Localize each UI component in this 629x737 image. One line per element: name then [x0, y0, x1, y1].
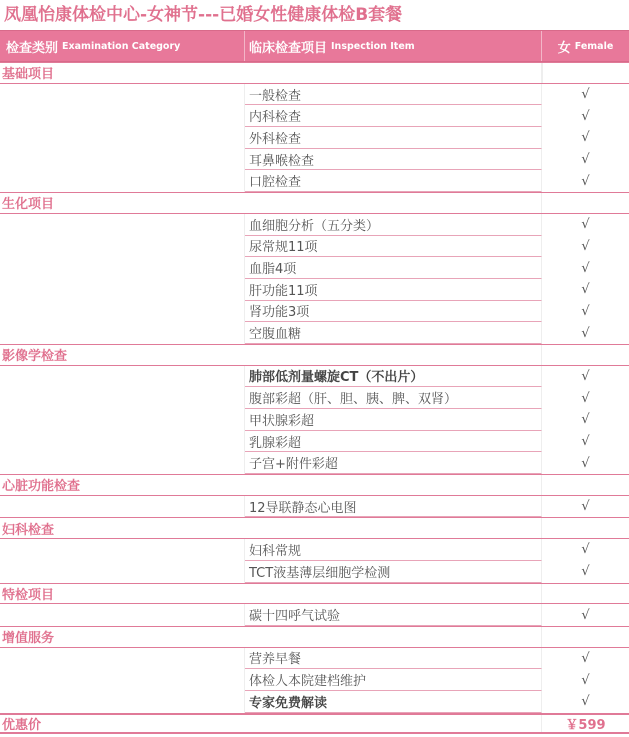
category-female-cell	[542, 584, 629, 604]
table-row	[0, 387, 629, 409]
header-female-en: Female	[574, 40, 614, 52]
inspection-item-name: 内科检查	[245, 105, 542, 127]
header-female-zh: 女	[557, 40, 571, 56]
category-female-cell	[542, 63, 629, 83]
category-row	[0, 62, 629, 84]
female-check-mark: √	[581, 694, 590, 710]
inspection-item-name: 肾功能3项	[245, 301, 542, 323]
table-row	[0, 366, 629, 388]
empty-category-cell	[0, 322, 245, 344]
female-check-mark: √	[581, 260, 590, 276]
inspection-item-name: TCT液基薄层细胞学检测	[245, 561, 542, 583]
table-row	[0, 669, 629, 691]
header-category-zh: 检查类别	[6, 40, 59, 56]
category-female-cell	[542, 627, 629, 647]
category-item-cell	[245, 345, 542, 365]
price-row	[0, 713, 629, 735]
female-check-mark: √	[581, 87, 590, 103]
empty-category-cell	[0, 301, 245, 323]
category-female-cell	[542, 475, 629, 495]
empty-category-cell	[0, 409, 245, 431]
price-label: 优惠价	[2, 717, 42, 733]
category-female-cell	[542, 518, 629, 538]
inspection-item-name: 口腔检查	[245, 170, 542, 192]
category-row	[0, 626, 629, 648]
inspection-item-name: 专家免费解读	[245, 691, 542, 713]
inspection-item-name: 碳十四呼气试验	[245, 604, 542, 626]
empty-category-cell	[0, 257, 245, 279]
table-row	[0, 409, 629, 431]
table-row	[0, 149, 629, 171]
category-row	[0, 474, 629, 496]
empty-category-cell	[0, 431, 245, 453]
table-row	[0, 279, 629, 301]
header-item-en: Inspection Item	[331, 40, 415, 52]
inspection-item-name: 肝功能11项	[245, 279, 542, 301]
female-check-mark: √	[581, 607, 590, 623]
empty-category-cell	[0, 539, 245, 561]
table-row	[0, 452, 629, 474]
category-item-cell	[245, 627, 542, 647]
inspection-item-name: 12导联静态心电图	[245, 496, 542, 518]
inspection-item-name: 外科检查	[245, 127, 542, 149]
category-label: 增值服务	[2, 631, 55, 647]
empty-category-cell	[0, 561, 245, 583]
female-check-mark: √	[581, 152, 590, 168]
female-check-mark: √	[581, 499, 590, 515]
price-value: ￥599	[565, 717, 606, 733]
category-row	[0, 583, 629, 605]
inspection-item-name: 肺部低剂量螺旋CT（不出片）	[245, 366, 542, 388]
category-label: 妇科检查	[2, 522, 55, 538]
category-row	[0, 517, 629, 539]
female-check-mark: √	[581, 368, 590, 384]
table-row	[0, 648, 629, 670]
female-check-mark: √	[581, 325, 590, 341]
inspection-item-name: 尿常规11项	[245, 236, 542, 258]
category-female-cell	[542, 193, 629, 213]
inspection-item-name: 体检人本院建档维护	[245, 669, 542, 691]
category-label: 心脏功能检查	[2, 479, 81, 495]
inspection-item-name: 血细胞分析（五分类）	[245, 214, 542, 236]
inspection-item-name: 营养早餐	[245, 648, 542, 670]
category-row	[0, 344, 629, 366]
category-female-cell	[542, 345, 629, 365]
category-label: 影像学检查	[2, 349, 68, 365]
empty-category-cell	[0, 84, 245, 106]
category-item-cell	[245, 63, 542, 83]
empty-category-cell	[0, 669, 245, 691]
female-check-mark: √	[581, 650, 590, 666]
empty-category-cell	[0, 604, 245, 626]
table-row	[0, 431, 629, 453]
table-row	[0, 170, 629, 192]
empty-category-cell	[0, 127, 245, 149]
female-check-mark: √	[581, 217, 590, 233]
empty-category-cell	[0, 170, 245, 192]
empty-category-cell	[0, 691, 245, 713]
table-row	[0, 105, 629, 127]
empty-category-cell	[0, 452, 245, 474]
category-label: 基础项目	[2, 67, 55, 83]
table-row	[0, 604, 629, 626]
inspection-item-name: 妇科常规	[245, 539, 542, 561]
inspection-item-name: 乳腺彩超	[245, 431, 542, 453]
female-check-mark: √	[581, 108, 590, 124]
page-title: 凤凰怡康体检中心-女神节---已婚女性健康体检B套餐	[4, 5, 403, 25]
empty-category-cell	[0, 496, 245, 518]
inspection-item-name: 一般检查	[245, 84, 542, 106]
price-item-cell	[245, 715, 542, 733]
category-row	[0, 192, 629, 214]
table-row	[0, 322, 629, 344]
category-label: 生化项目	[2, 197, 55, 213]
table-row	[0, 236, 629, 258]
empty-category-cell	[0, 214, 245, 236]
category-item-cell	[245, 193, 542, 213]
inspection-item-name: 血脂4项	[245, 257, 542, 279]
female-check-mark: √	[581, 434, 590, 450]
female-check-mark: √	[581, 672, 590, 688]
table-row	[0, 257, 629, 279]
inspection-item-name: 甲状腺彩超	[245, 409, 542, 431]
header-item-zh: 临床检查项目	[249, 40, 328, 56]
female-check-mark: √	[581, 542, 590, 558]
empty-category-cell	[0, 279, 245, 301]
category-label: 特检项目	[2, 587, 55, 603]
empty-category-cell	[0, 105, 245, 127]
table-row	[0, 691, 629, 713]
inspection-item-name: 腹部彩超（肝、胆、胰、脾、双肾）	[245, 387, 542, 409]
inspection-item-name: 耳鼻喉检查	[245, 149, 542, 171]
table-header	[0, 30, 629, 62]
header-item	[245, 31, 542, 61]
table-row	[0, 214, 629, 236]
table-row	[0, 561, 629, 583]
empty-category-cell	[0, 648, 245, 670]
female-check-mark: √	[581, 390, 590, 406]
table-body	[0, 62, 629, 734]
table-row	[0, 539, 629, 561]
category-item-cell	[245, 475, 542, 495]
table-row	[0, 496, 629, 518]
header-category	[0, 31, 245, 61]
female-check-mark: √	[581, 130, 590, 146]
header-female	[542, 31, 629, 61]
empty-category-cell	[0, 236, 245, 258]
table-row	[0, 301, 629, 323]
female-check-mark: √	[581, 412, 590, 428]
category-item-cell	[245, 518, 542, 538]
empty-category-cell	[0, 387, 245, 409]
header-category-en: Examination Category	[62, 40, 181, 52]
female-check-mark: √	[581, 564, 590, 580]
table-row	[0, 127, 629, 149]
female-check-mark: √	[581, 282, 590, 298]
female-check-mark: √	[581, 173, 590, 189]
category-item-cell	[245, 584, 542, 604]
inspection-item-name: 子宫+附件彩超	[245, 452, 542, 474]
table-row	[0, 84, 629, 106]
female-check-mark: √	[581, 455, 590, 471]
female-check-mark: √	[581, 303, 590, 319]
female-check-mark: √	[581, 238, 590, 254]
empty-category-cell	[0, 149, 245, 171]
empty-category-cell	[0, 366, 245, 388]
inspection-item-name: 空腹血糖	[245, 322, 542, 344]
